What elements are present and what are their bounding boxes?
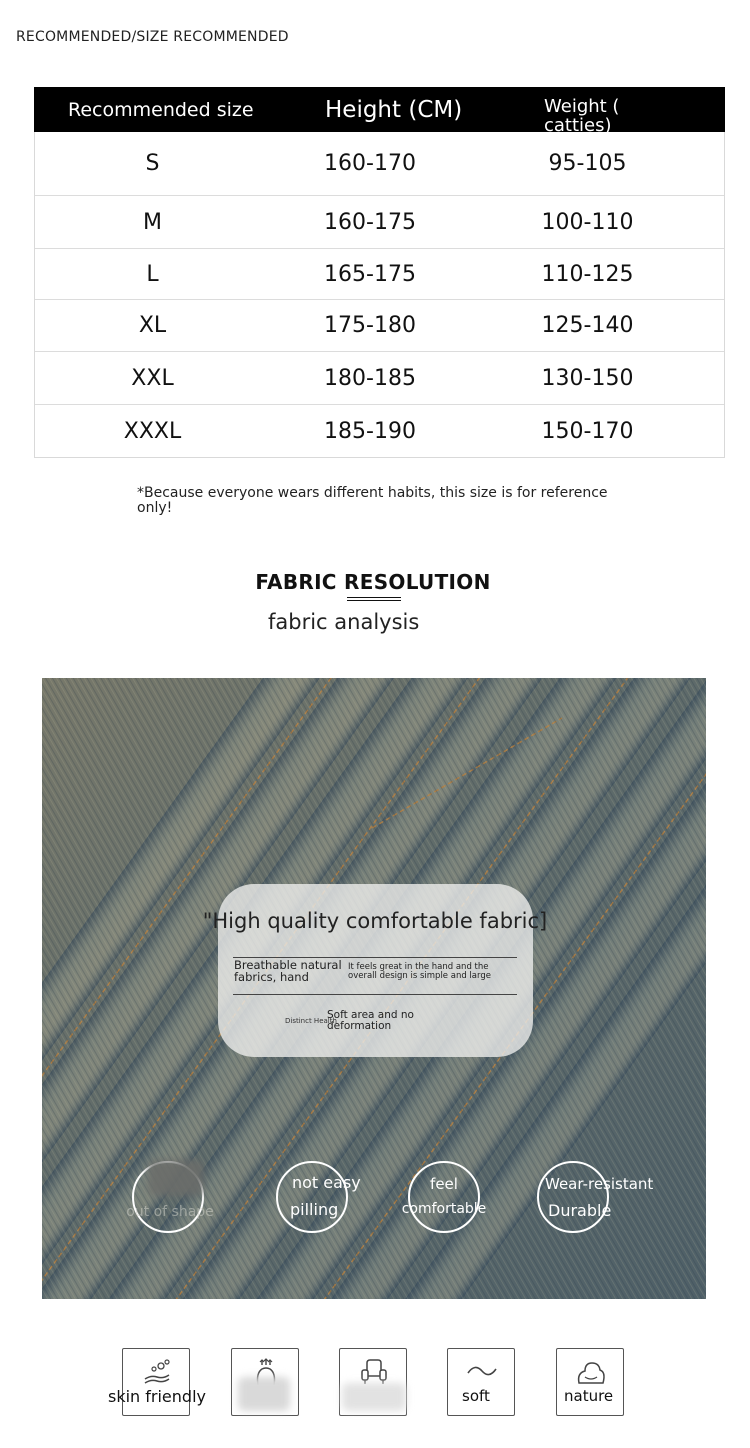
nature-icon — [575, 1357, 607, 1387]
feature-text: pilling — [290, 1200, 339, 1219]
feature-text: Wear-resistant — [545, 1175, 654, 1193]
size-cell: XL — [138, 313, 167, 338]
fabric-title — [0, 570, 750, 594]
weight-cell: 130-150 — [541, 365, 634, 391]
size-cell: M — [143, 209, 162, 235]
column-header-weight: Weight ( catties) — [544, 96, 620, 136]
icon-label: nature — [564, 1387, 614, 1405]
size-cell: L — [146, 261, 159, 287]
title-underline — [347, 597, 401, 601]
card-text: Soft area and no deformation — [327, 1009, 414, 1032]
height-cell: 175-180 — [324, 313, 416, 338]
size-note: *Because everyone wears different habits, this size is for reference only! — [137, 485, 608, 516]
table-row — [35, 404, 724, 458]
chair-tile — [339, 1348, 407, 1416]
blurred-patch — [342, 1383, 406, 1411]
weight-cell: 110-125 — [541, 261, 634, 287]
feature-text: Durable — [548, 1201, 612, 1220]
column-header-size: Recommended size — [68, 98, 254, 121]
card-text: It feels great in the hand and the overall design is simple and large — [348, 962, 491, 981]
weight-cell: 100-110 — [541, 209, 634, 235]
weight-cell: 125-140 — [541, 313, 634, 338]
feature-text: feel — [430, 1175, 458, 1193]
skin-friendly-icon — [141, 1357, 173, 1387]
feature-text: out of shape — [126, 1204, 214, 1220]
height-cell: 160-170 — [324, 150, 416, 176]
divider — [233, 994, 517, 995]
weight-cell: 150-170 — [541, 419, 634, 444]
breathable-tile — [231, 1348, 299, 1416]
feature-text: not easy — [292, 1173, 361, 1192]
height-cell: 160-175 — [324, 209, 416, 235]
fabric-title-text: FABRIC RESOLUTION — [255, 570, 491, 594]
table-row — [35, 132, 724, 194]
fabric-subtitle: fabric analysis — [268, 610, 420, 634]
card-text: Distinct Health — [285, 1017, 337, 1025]
card-text: Breathable natural fabrics, hand — [234, 958, 342, 984]
table-row — [35, 248, 724, 299]
height-cell: 185-190 — [324, 419, 416, 444]
nature-tile — [556, 1348, 624, 1416]
icon-label: skin friendly — [108, 1387, 206, 1406]
size-cell: S — [145, 150, 160, 176]
section-header: RECOMMENDED/SIZE RECOMMENDED — [16, 29, 289, 45]
icon-label: soft — [462, 1387, 490, 1405]
table-row — [35, 351, 724, 404]
soft-icon — [466, 1357, 498, 1387]
size-table — [34, 87, 725, 458]
table-row — [35, 195, 724, 248]
weight-cell: 95-105 — [548, 150, 627, 176]
table-header — [34, 87, 725, 136]
size-cell: XXL — [131, 365, 174, 391]
size-cell: XXXL — [123, 419, 182, 444]
card-title: "High quality comfortable fabric] — [202, 909, 548, 933]
blurred-patch — [148, 1160, 204, 1196]
height-cell: 165-175 — [324, 261, 416, 287]
column-header-height: Height (CM) — [325, 96, 463, 123]
soft-tile — [447, 1348, 515, 1416]
table-row — [35, 299, 724, 351]
feature-text: comfortable — [401, 1201, 487, 1217]
blurred-patch — [238, 1377, 290, 1411]
height-cell: 180-185 — [324, 365, 416, 391]
